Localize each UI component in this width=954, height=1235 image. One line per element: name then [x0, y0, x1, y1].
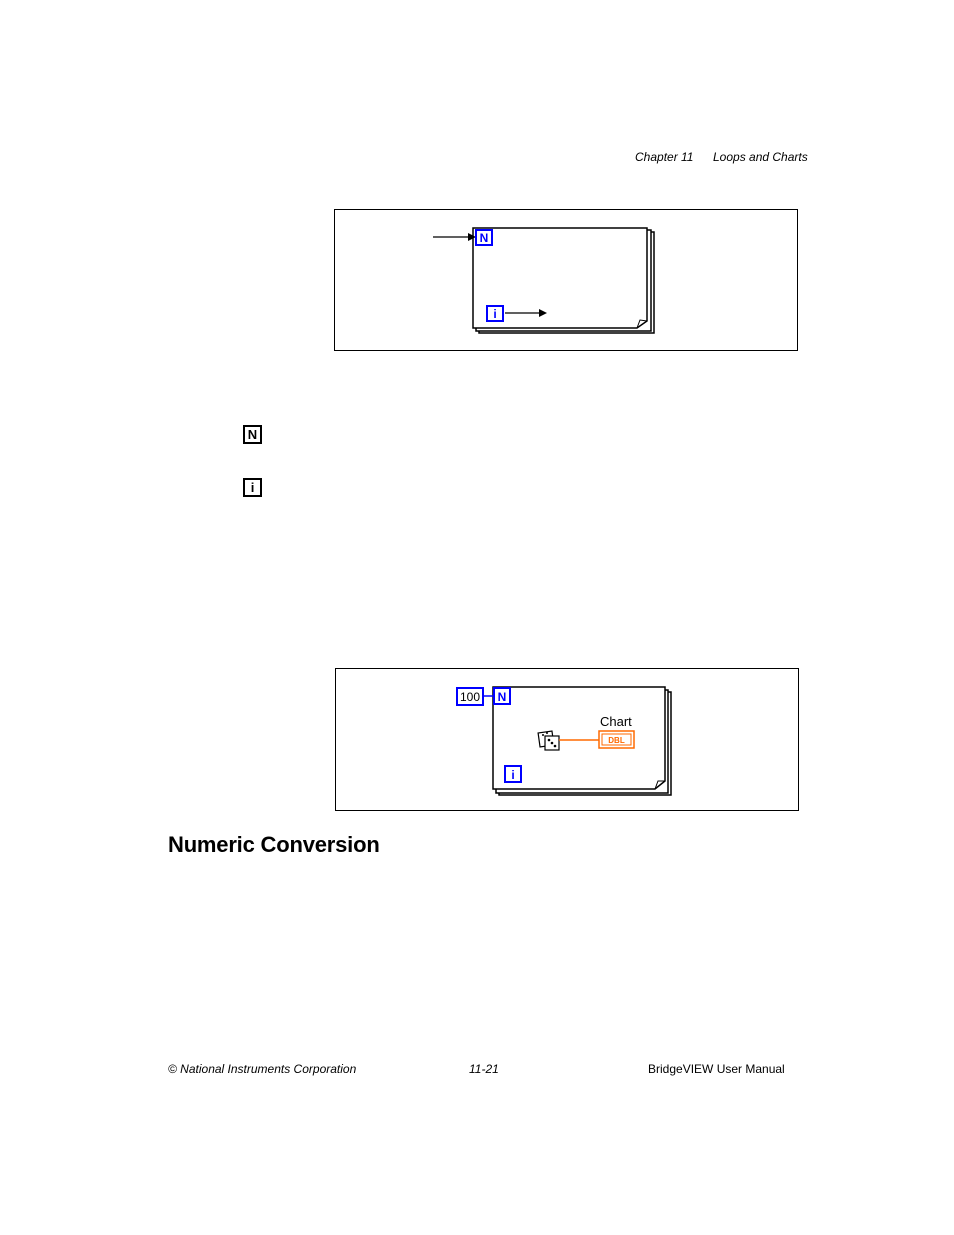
footer-copyright: © National Instruments Corporation [168, 1062, 357, 1076]
random-chart-diagram [336, 669, 798, 810]
header-chapter: Chapter 11 [635, 150, 694, 164]
count-terminal-label: N [479, 231, 489, 245]
footer-manual-title: BridgeVIEW User Manual [648, 1062, 785, 1076]
for-loop-figure [334, 209, 798, 351]
iteration-terminal-label: i [511, 768, 515, 782]
iteration-terminal-icon: i [243, 478, 262, 497]
count-terminal-icon: N [243, 425, 262, 444]
count-constant-value: 100 [459, 690, 481, 704]
header-section: Loops and Charts [713, 150, 808, 164]
chart-terminal-type: DBL [608, 736, 625, 745]
random-chart-figure [335, 668, 799, 811]
chart-label: Chart [600, 714, 632, 729]
count-terminal-label: N [497, 690, 507, 704]
section-heading: Numeric Conversion [168, 832, 380, 857]
for-loop-diagram [335, 210, 797, 350]
footer-page-number: 11-21 [469, 1062, 499, 1076]
iteration-terminal-label: i [493, 307, 497, 321]
